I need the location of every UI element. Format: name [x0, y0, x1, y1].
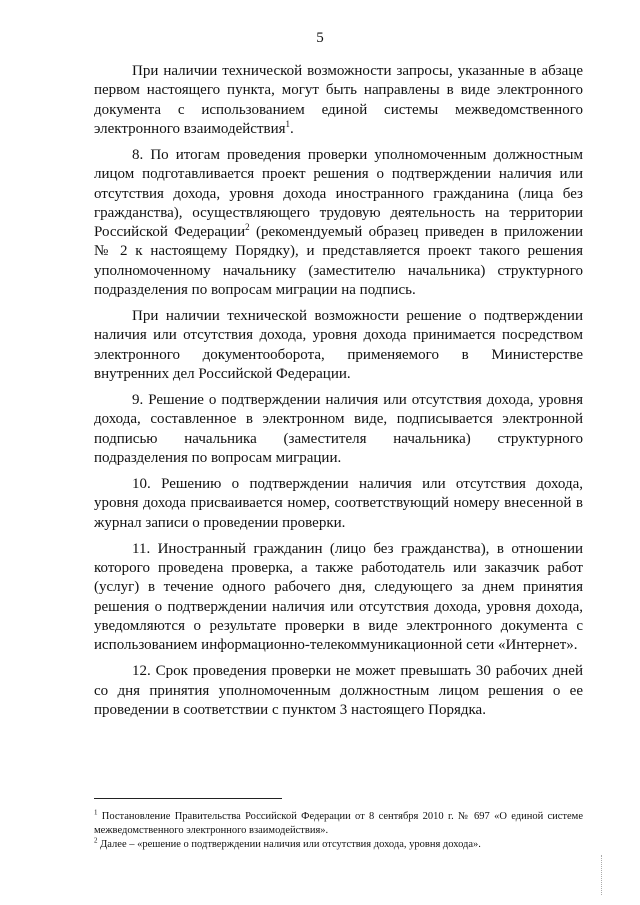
paragraph-text-tail: . — [290, 120, 294, 137]
footnote-separator — [94, 798, 282, 799]
paragraph-text: При наличии технической возможности запросы, указанные в абзаце первом настоящего пункта, могут быть направлены в виде электронного документа с использованием единой системы межведомственного электронного взаимодействия — [94, 63, 583, 137]
footnote — [94, 838, 583, 852]
paragraph-text-tail: (рекомендуемый образец приведен в приложении № 2 к настоящему Порядку), и представляется проект такого решения уполномоченному начальнику (заместителю начальника) структурного подразделения по вопросам миграции на подпись. — [94, 224, 584, 299]
footnote-text: Далее – «решение о подтверждении наличия или отсутствия дохода, уровня дохода». — [97, 839, 481, 850]
paragraph-text: 10. Решению о подтверждении наличия или отсутствия дохода, уровня дохода присваивается номер, соответствующий номеру внесенной в журнал записи о проведении проверки. — [94, 476, 583, 531]
footnote-reference: 1 — [285, 118, 291, 129]
paragraph-text: 12. Срок проведения проверки не может превышать 30 рабочих дней со дня принятия уполномоченным должностным лицом решения о ее проведении в соответствии с пунктом 3 настоящего Порядка. — [94, 663, 583, 718]
footnotes — [94, 810, 583, 852]
footnote-mark: 1 — [94, 808, 98, 817]
page-number: 5 — [316, 30, 324, 46]
paragraph — [94, 146, 583, 300]
paragraph — [94, 62, 583, 139]
footnote-reference: 2 — [245, 222, 250, 233]
paragraph — [94, 540, 583, 656]
footnote — [94, 810, 583, 838]
document-body — [94, 62, 583, 727]
paragraph-text: 11. Иностранный гражданин (лицо без гражданства), в отношении которого проведена проверка, а также работодатель или заказчик работ (услуг) в течение одного рабочего дня, следующего за днем принятия решения о подтверждении наличия или отсутствия дохода, уровня дохода, уведомляются о результате проверки в виде электронного документа с использованием информационно-телекоммуникационной сети «Интернет». — [94, 540, 583, 654]
paragraph-text: 9. Решение о подтверждении наличия или отсутствия дохода, уровня дохода, составленное в электронном виде, подписывается электронной подписью начальника (заместителя начальника) структурного подразделения по вопросам миграции. — [94, 392, 583, 467]
paragraph — [94, 391, 583, 468]
footnote-mark: 2 — [94, 836, 98, 845]
paragraph — [94, 475, 583, 533]
paragraph-text: 8. По итогам проведения проверки уполномоченным должностным лицом подготавливается проект решения о подтверждении наличия или отсутствия дохода, уровня дохода иностранного гражданина (лица без гражданства), осуществляющего трудовую деятельность на территории Российской Федерации — [94, 146, 583, 241]
paragraph — [94, 307, 583, 384]
footnote-text: Постановление Правительства Российской Федерации от 8 сентября 2010 г. № 697 «О единой системе межведомственного электронного взаимодействия». — [94, 811, 583, 836]
paragraph — [94, 662, 583, 720]
paragraph-text: При наличии технической возможности решение о подтверждении наличия или отсутствия дохода, уровня дохода принимается посредством электронного документооборота, применяемого в Министерстве внутренних дел Российской Федерации. — [94, 308, 583, 383]
scan-artifact — [601, 855, 604, 895]
